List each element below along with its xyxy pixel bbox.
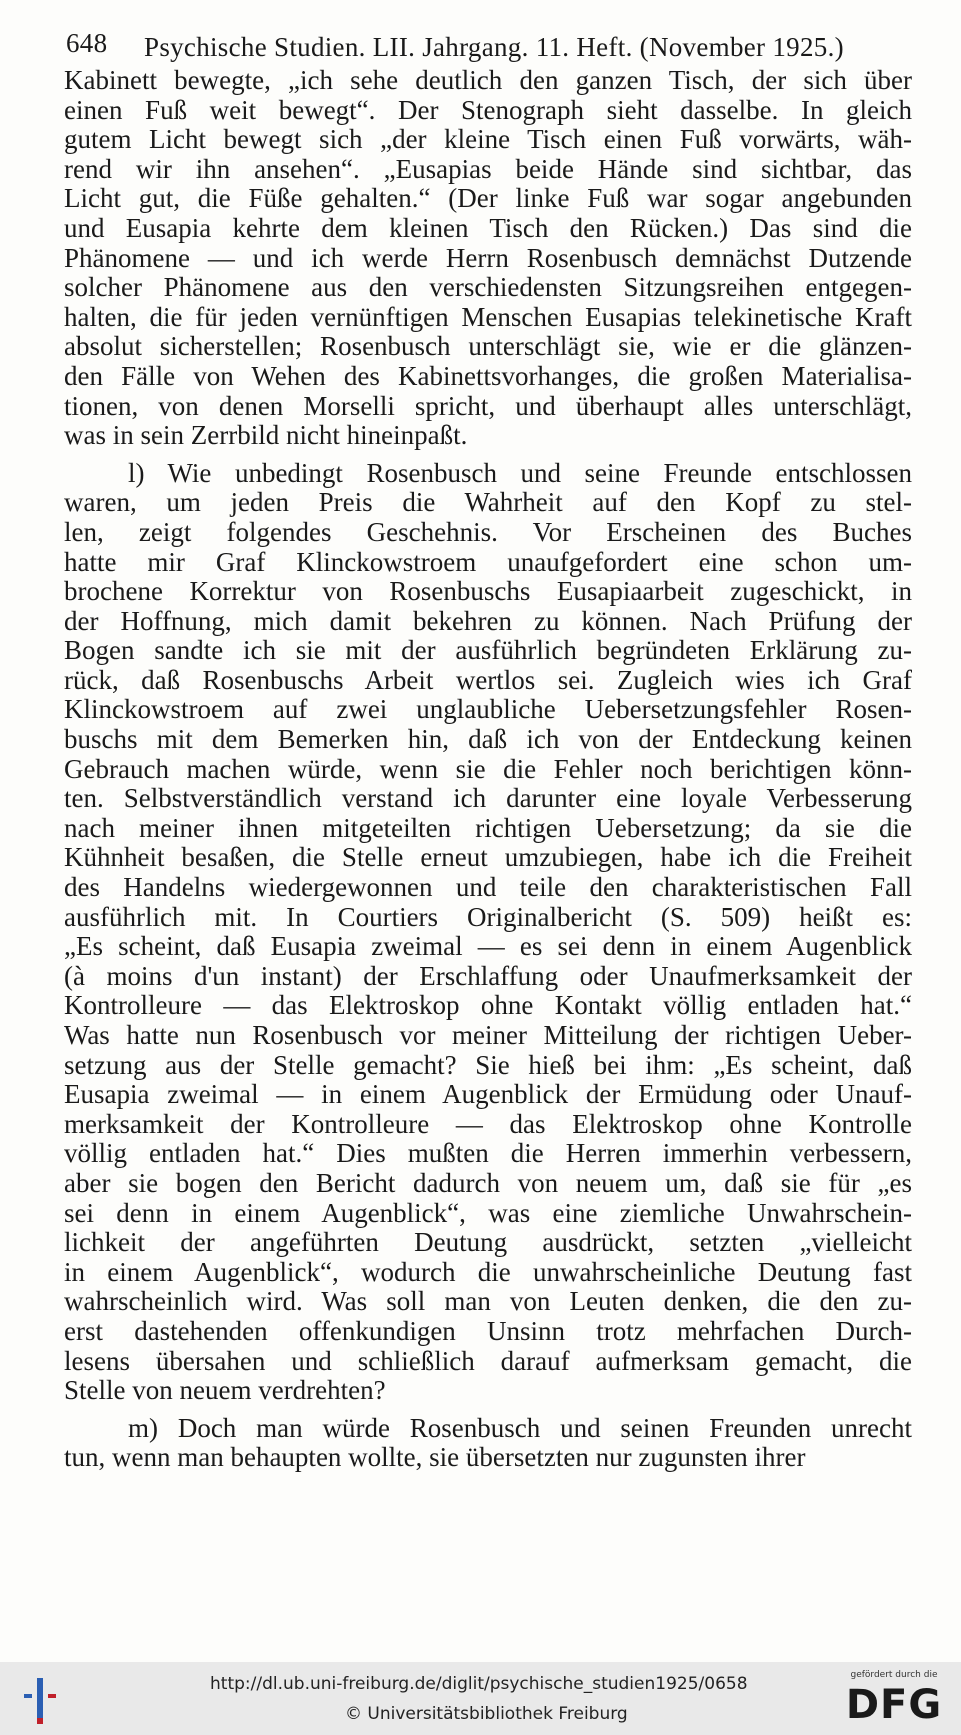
text-line: waren, um jeden Preis die Wahrheit auf den Kopf zu stel- [64, 488, 912, 518]
paragraph-m [64, 1414, 912, 1473]
text-line: den Fälle von Wehen des Kabinettsvorhanges, die großen Materialisa- [64, 361, 912, 391]
text-line: hatte mir Graf Klinckowstroem unaufgefordert eine schon um- [64, 547, 912, 577]
dfg-wordmark: DFG [845, 1682, 943, 1728]
text-line: setzung aus der Stelle gemacht? Sie hieß bei ihm: „Es scheint, daß [64, 1050, 912, 1080]
text-line: „Es scheint, daß Eusapia zweimal — es sei denn in einem Augenblick [64, 932, 912, 962]
paragraph-continuation [64, 66, 912, 451]
text-line: Gebrauch machen würde, wenn sie die Fehler noch berichtigen könn- [64, 754, 912, 784]
text-line: solcher Phänomene aus den verschiedensten Sitzungsreihen entgegen- [64, 273, 912, 303]
text-line: tionen, von denen Morselli spricht, und überhaupt alles unterschlägt, [64, 391, 912, 421]
text-line: tun, wenn man behaupten wollte, sie übersetzten nur zugunsten ihrer [64, 1443, 806, 1473]
source-url-link[interactable]: http://dl.ub.uni-freiburg.de/diglit/psychische_studien1925/0658 [210, 1674, 748, 1694]
text-line: rück, daß Rosenbuschs Arbeit wertlos sei. Zugleich wies ich Graf [64, 665, 912, 695]
text-line: und Eusapia kehrte dem kleinen Tisch den Rücken.) Das sind die [64, 213, 912, 243]
text-line: rend wir ihn ansehen“. „Eusapias beide Hände sind sichtbar, das [64, 154, 912, 184]
text-line: buschs mit dem Bemerken hin, daß ich von der Entdeckung keinen [64, 725, 912, 755]
paragraph-l [64, 459, 912, 1406]
page-header [66, 24, 886, 64]
text-line: Stelle von neuem verdrehten? [64, 1376, 386, 1406]
text-line: der Hoffnung, mich damit bekehren zu können. Nach Prüfung der [64, 606, 912, 636]
text-line: Was hatte nun Rosenbusch vor meiner Mitteilung der richtigen Ueber- [64, 1021, 912, 1050]
text-line: Eusapia zweimal — in einem Augenblick der Ermüdung oder Unauf- [64, 1080, 912, 1110]
text-line: wahrscheinlich wird. Was soll man von Leuten denken, die den zu- [64, 1287, 912, 1317]
text-line: Bogen sandte ich sie mit der ausführlich begründeten Erklärung zu- [64, 636, 912, 666]
text-line: völlig entladen hat.“ Dies mußten die Herren immerhin verbessern, [64, 1139, 912, 1169]
text-line: Phänomene — und ich werde Herrn Rosenbusch demnächst Dutzende [64, 243, 912, 273]
footer-bar [0, 1662, 961, 1735]
page-number: 648 [66, 28, 108, 58]
text-line: was in sein Zerrbild nicht hineinpaßt. [64, 421, 468, 451]
text-line: Klinckowstroem auf zwei unglaubliche Uebersetzungsfehler Rosen- [64, 695, 912, 725]
text-line: erst dastehenden offenkundigen Unsinn trotz mehrfachen Durch- [64, 1316, 912, 1346]
running-title: Psychische Studien. LII. Jahrgang. 11. Heft. (November 1925.) [144, 32, 844, 62]
text-line: ausführlich mit. In Courtiers Originalbericht (S. 509) heißt es: [64, 902, 912, 932]
text-line: lesens übersahen und schließlich darauf aufmerksam gemacht, die [64, 1346, 912, 1376]
text-line: absolut sicherstellen; Rosenbusch unterschlägt sie, wie er die glänzen- [64, 332, 912, 362]
text-line: Kühnheit besaßen, die Stelle erneut umzubiegen, habe ich die Freiheit [64, 843, 912, 873]
text-line: Licht gut, die Füße gehalten.“ (Der linke Fuß war sogar angebunden [64, 184, 912, 214]
text-line: m) Doch man würde Rosenbusch und seinen Freunden unrecht [128, 1413, 912, 1443]
text-line: halten, die für jeden vernünftigen Menschen Eusapias telekinetische Kraft [64, 302, 912, 332]
text-line: gutem Licht bewegt sich „der kleine Tisch einen Fuß vorwärts, wäh- [64, 125, 912, 155]
body-text [64, 66, 912, 1473]
text-line: (à moins d'un instant) der Erschlaffung oder Unaufmerksamkeit der [64, 961, 912, 991]
text-line: len, zeigt folgendes Geschehnis. Vor Erscheinen des Buches [64, 517, 912, 547]
library-logo-icon [22, 1672, 62, 1726]
text-line: sei denn in einem Augenblick“, was eine ziemliche Unwahrschein- [64, 1198, 912, 1228]
text-line: Kontrolleure — das Elektroskop ohne Kontakt völlig entladen hat.“ [64, 991, 912, 1021]
text-line: merksamkeit der Kontrolleure — das Elektroskop ohne Kontrolle [64, 1109, 912, 1139]
dfg-logo [839, 1670, 949, 1730]
dfg-caption: gefördert durch die [850, 1670, 938, 1680]
text-line: Kabinett bewegte, „ich sehe deutlich den ganzen Tisch, der sich über [64, 66, 912, 95]
text-line: brochene Korrektur von Rosenbuschs Eusapiaarbeit zugeschickt, in [64, 577, 912, 607]
text-line: l) Wie unbedingt Rosenbusch und seine Freunde entschlossen [128, 458, 912, 488]
text-line: einen Fuß weit bewegt“. Der Stenograph sieht dasselbe. In gleich [64, 95, 912, 125]
text-line: ten. Selbstverständlich verstand ich darunter eine loyale Verbesserung [64, 784, 912, 814]
text-line: in einem Augenblick“, wodurch die unwahrscheinliche Deutung fast [64, 1257, 912, 1287]
text-line: lichkeit der angeführten Deutung ausdrückt, setzten „vielleicht [64, 1228, 912, 1258]
text-line: des Handelns wiedergewonnen und teile den charakteristischen Fall [64, 873, 912, 903]
copyright-text: © Universitätsbibliothek Freiburg [345, 1704, 628, 1724]
text-line: nach meiner ihnen mitgeteilten richtigen Uebersetzung; da sie die [64, 813, 912, 843]
text-line: aber sie bogen den Bericht dadurch von neuem um, daß sie für „es [64, 1168, 912, 1198]
